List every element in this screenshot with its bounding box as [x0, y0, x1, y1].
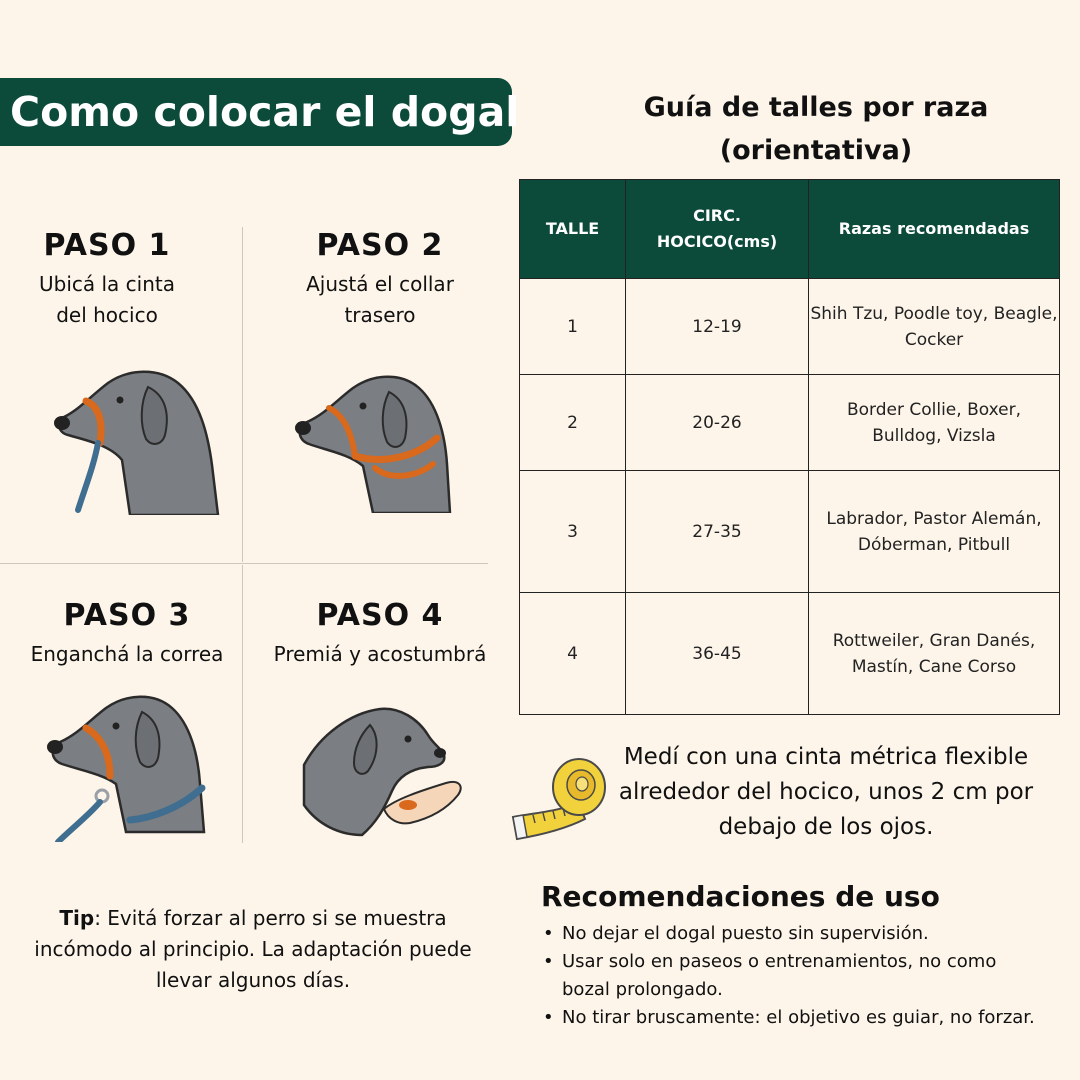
recommendations-list	[541, 920, 1041, 1032]
list-item: • Usar solo en paseos o entrenamientos, no como bozal prolongado.	[541, 948, 1041, 1004]
step-title: PASO 2	[316, 228, 444, 263]
table-row	[520, 375, 1060, 471]
grid-divider-vertical-top	[242, 227, 243, 562]
step-description: Premiá y acostumbrá	[273, 642, 487, 666]
circ-cell: 20-26	[626, 375, 809, 471]
step-description: Ubicá la cinta del hocico	[39, 272, 175, 327]
tip-text	[20, 903, 486, 996]
column-header-breeds: Razas recomendadas	[809, 180, 1060, 279]
step-title: PASO 1	[43, 228, 171, 263]
tip-body: : Evitá forzar al perro si se muestra incómodo al principio. La adaptación puede llevar algunos días.	[34, 906, 472, 992]
step-title: PASO 4	[316, 598, 444, 633]
dog-head-collar-icon	[285, 368, 455, 513]
step-description: Ajustá el collar trasero	[306, 272, 454, 327]
circ-cell: 27-35	[626, 471, 809, 593]
recommendations-title: Recomendaciones de uso	[541, 880, 940, 913]
circ-cell: 12-19	[626, 279, 809, 375]
table-row	[520, 593, 1060, 715]
breeds-cell: Shih Tzu, Poodle toy, Beagle, Cocker	[809, 279, 1060, 375]
step-4	[258, 598, 502, 670]
table-row	[520, 279, 1060, 375]
breeds-cell: Labrador, Pastor Alemán, Dóberman, Pitbull	[809, 471, 1060, 593]
step-title: PASO 3	[63, 598, 191, 633]
list-item: • No tirar bruscamente: el objetivo es guiar, no forzar.	[541, 1004, 1041, 1032]
page-title: Como colocar el dogal	[0, 78, 512, 146]
list-item: • No dejar el dogal puesto sin supervisión.	[541, 920, 1041, 948]
talle-cell: 4	[520, 593, 626, 715]
dog-treat-hand-icon	[300, 705, 465, 845]
talle-cell: 2	[520, 375, 626, 471]
step-description: Enganchá la correa	[30, 642, 224, 666]
table-header-row	[520, 180, 1060, 279]
dog-head-nose-band-icon	[40, 365, 230, 515]
tip-label: Tip	[59, 906, 95, 930]
breeds-cell: Border Collie, Boxer, Bulldog, Vizsla	[809, 375, 1060, 471]
talle-cell: 3	[520, 471, 626, 593]
step-3	[5, 598, 249, 670]
step-2	[258, 228, 502, 331]
size-table	[519, 179, 1060, 715]
breeds-cell: Rottweiler, Gran Danés, Mastín, Cane Corso	[809, 593, 1060, 715]
size-guide-title: Guía de talles por raza (orientativa)	[643, 92, 989, 166]
table-row	[520, 471, 1060, 593]
dog-head-leash-icon	[40, 692, 210, 842]
measure-instructions: Medí con una cinta métrica flexible alrededor del hocico, unos 2 cm por debajo de los ojos.	[618, 744, 1034, 840]
circ-cell: 36-45	[626, 593, 809, 715]
column-header-talle: TALLE	[520, 180, 626, 279]
column-header-circ: CIRC. HOCICO(cms)	[626, 180, 809, 279]
grid-divider-horizontal	[0, 563, 488, 564]
talle-cell: 1	[520, 279, 626, 375]
measuring-tape-icon	[505, 755, 610, 845]
step-1	[0, 228, 229, 331]
